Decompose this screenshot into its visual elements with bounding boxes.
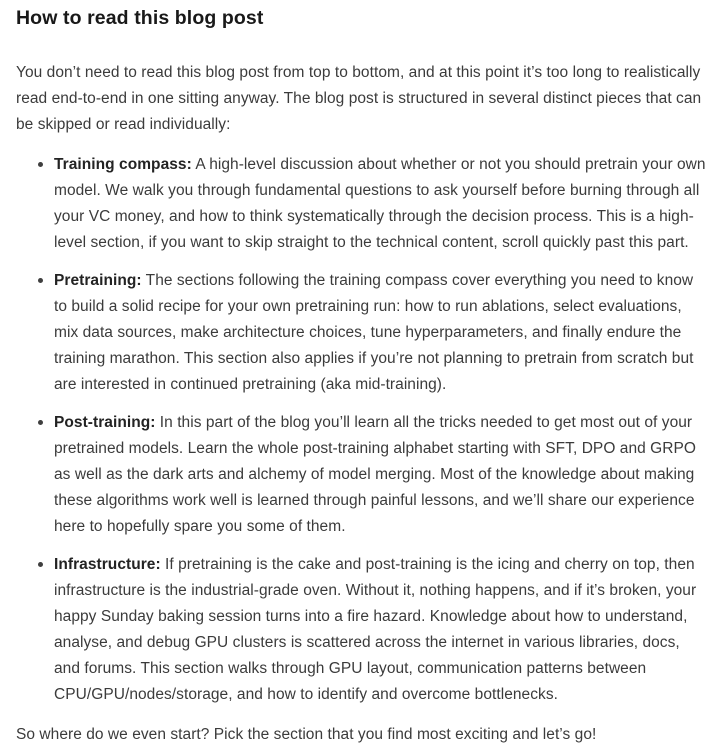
intro-paragraph: You don’t need to read this blog post from top to bottom, and at this point it’s too long to realistically read end-to-end in one sitting anyway. The blog post is structured in several distinct pieces that can be skipped or read individually: xyxy=(16,64,702,133)
list-item-pretraining xyxy=(16,268,709,398)
section-heading: How to read this blog post xyxy=(16,7,264,29)
bullet-icon xyxy=(38,562,43,567)
list-item-content xyxy=(54,410,709,540)
list-item-post-training xyxy=(16,410,709,540)
bullet-icon xyxy=(38,162,43,167)
list-item-content xyxy=(54,152,709,256)
section-list xyxy=(16,152,709,708)
bullet-label: Post-training: xyxy=(54,414,156,431)
bullet-label: Infrastructure: xyxy=(54,556,161,573)
bullet-text: The sections following the training compass cover everything you need to know to build a solid recipe for your own pretraining run: how to run ablations, select evaluations, mix data sources, make architecture choices, tune hyperparameters, and finally endure the training marathon. This section also applies if you’re not planning to pretrain from scratch but are interested in continued pretraining (aka mid-training). xyxy=(54,272,694,393)
bullet-text: If pretraining is the cake and post-training is the icing and cherry on top, then infrastructure is the industrial-grade oven. Without it, nothing happens, and if it’s broken, your happy Sunday baking session turns into a fire hazard. Knowledge about how to understand, analyse, and debug GPU clusters is scattered across the internet in various libraries, docs, and forums. This section walks through GPU layout, communication patterns between CPU/GPU/nodes/storage, and how to identify and overcome bottlenecks. xyxy=(54,556,697,703)
blog-post-section xyxy=(16,5,709,748)
bullet-label: Training compass: xyxy=(54,156,192,173)
list-item-content xyxy=(54,268,709,398)
list-item-infrastructure xyxy=(16,552,709,708)
list-item-training-compass xyxy=(16,152,709,256)
bullet-text: In this part of the blog you’ll learn all the tricks needed to get most out of your pretrained models. Learn the whole post-training alphabet starting with SFT, DPO and GRPO as well as the dark arts and alchemy of model merging. Most of the knowledge about making these algorithms work well is learned through painful lessons, and we’ll share our experience here to hopefully spare you some of them. xyxy=(54,414,696,535)
list-item-content xyxy=(54,552,709,708)
closing-paragraph: So where do we even start? Pick the section that you find most exciting and let’s go! xyxy=(16,726,597,743)
bullet-icon xyxy=(38,278,43,283)
bullet-icon xyxy=(38,420,43,425)
bullet-label: Pretraining: xyxy=(54,272,142,289)
bullet-text: A high-level discussion about whether or not you should pretrain your own model. We walk you through fundamental questions to ask yourself before burning through all your VC money, and how to think systematically through the decision process. This is a high-level section, if you want to skip straight to the technical content, scroll quickly past this part. xyxy=(54,156,706,251)
